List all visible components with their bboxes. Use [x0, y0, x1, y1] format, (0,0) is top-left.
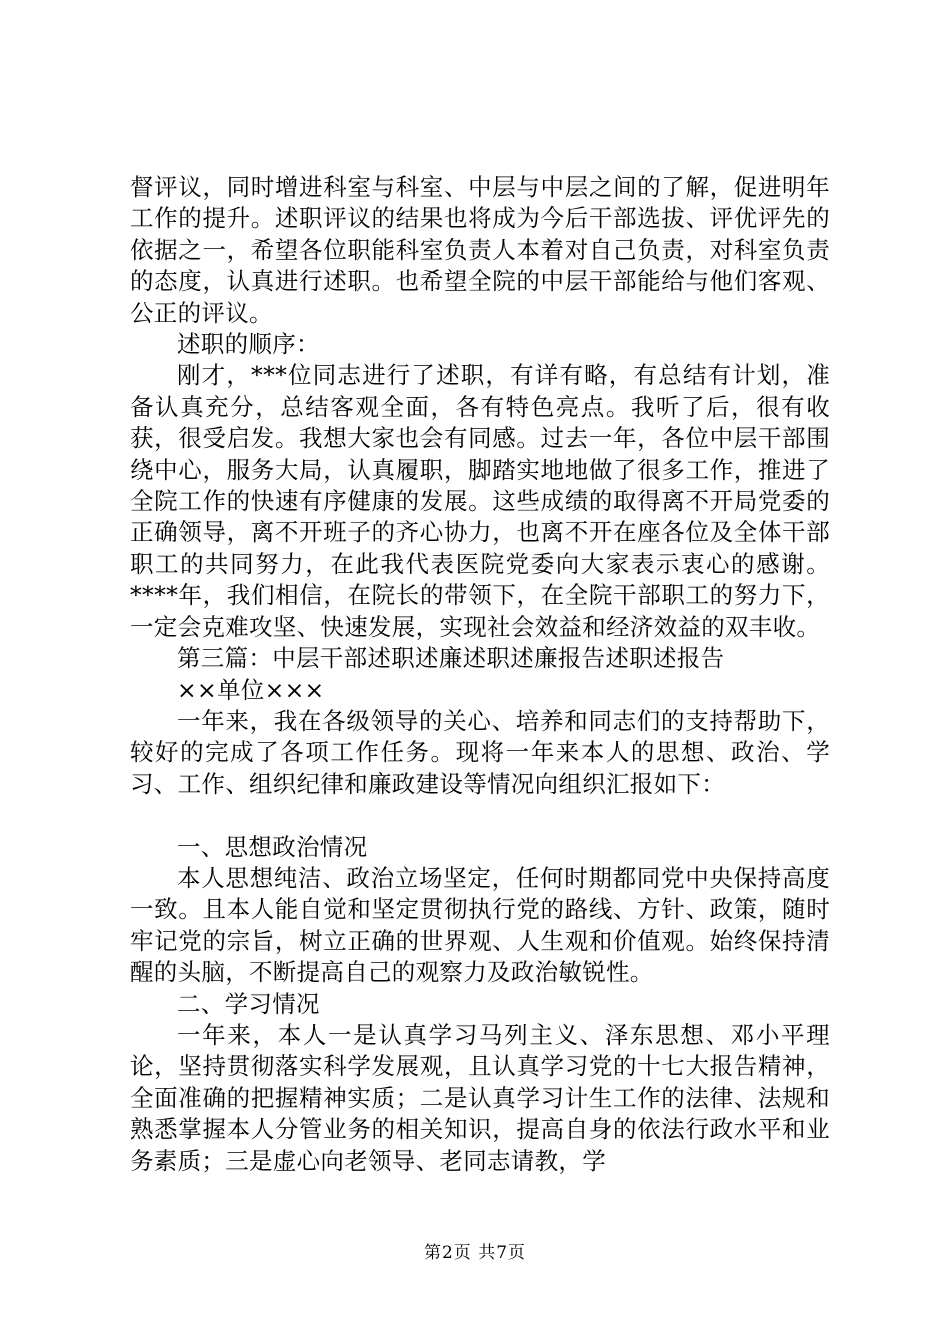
- section-title: 第三篇：中层干部述职述廉述职述廉报告述职述报告: [177, 644, 725, 673]
- heading-study: 二、学习情况: [177, 989, 320, 1018]
- document-body: [130, 172, 830, 1177]
- page-footer: [0, 1242, 950, 1264]
- blank-line: [130, 800, 830, 831]
- heading-ideology: 一、思想政治情况: [177, 832, 368, 861]
- paragraph-continuation: 督评议，同时增进科室与科室、中层与中层之间的了解，促进明年工作的提升。述职评议的结果也将成为今后干部选拔、评优评先的依据之一，希望各位职能科室负责人本着对自己负责，对科室负责的态度，认真进行述职。也希望全院的中层干部能给与他们客观、公正的评议。: [130, 173, 830, 327]
- paragraph-order-heading: 述职的顺序：: [177, 330, 320, 359]
- paragraph-study: 一年来，本人一是认真学习马列主义、泽东思想、邓小平理论，坚持贯彻落实科学发展观，且认真学习党的十七大报告精神，全面准确的把握精神实质；二是认真学习计生工作的法律、法规和熟悉掌握本人分管业务的相关知识，提高自身的依法行政水平和业务素质；三是虚心向老领导、老同志请教，学: [130, 1020, 830, 1175]
- paragraph-intro: 一年来，我在各级领导的关心、培养和同志们的支持帮助下，较好的完成了各项工作任务。现将一年来本人的思想、政治、学习、工作、组织纪律和廉政建设等情况向组织汇报如下：: [130, 706, 830, 798]
- author-line: ××单位×××: [177, 675, 325, 704]
- paragraph-ideology: 本人思想纯洁、政治立场坚定，任何时期都同党中央保持高度一致。且本人能自觉和坚定贯彻执行党的路线、方针、政策，随时牢记党的宗旨，树立正确的世界观、人生观和价值观。始终保持清醒的头脑，不断提高自己的观察力及政治敏锐性。: [130, 863, 830, 987]
- page-number-label: 第2页 共7页: [423, 1243, 527, 1263]
- paragraph-summary-speech: 刚才，***位同志进行了述职，有详有略，有总结有计划，准备认真充分，总结客观全面，各有特色亮点。我听了后，很有收获，很受启发。我想大家也会有同感。过去一年，各位中层干部围绕中心，服务大局，认真履职，脚踏实地地做了很多工作，推进了全院工作的快速有序健康的发展。这些成绩的取得离不开局党委的正确领导，离不开班子的齐心协力，也离不开在座各位及全体干部职工的共同努力，在此我代表医院党委向大家表示衷心的感谢。****年，我们相信，在院长的带领下，在全院干部职工的努力下，一定会克难攻坚、快速发展，实现社会效益和经济效益的双丰收。: [130, 361, 830, 641]
